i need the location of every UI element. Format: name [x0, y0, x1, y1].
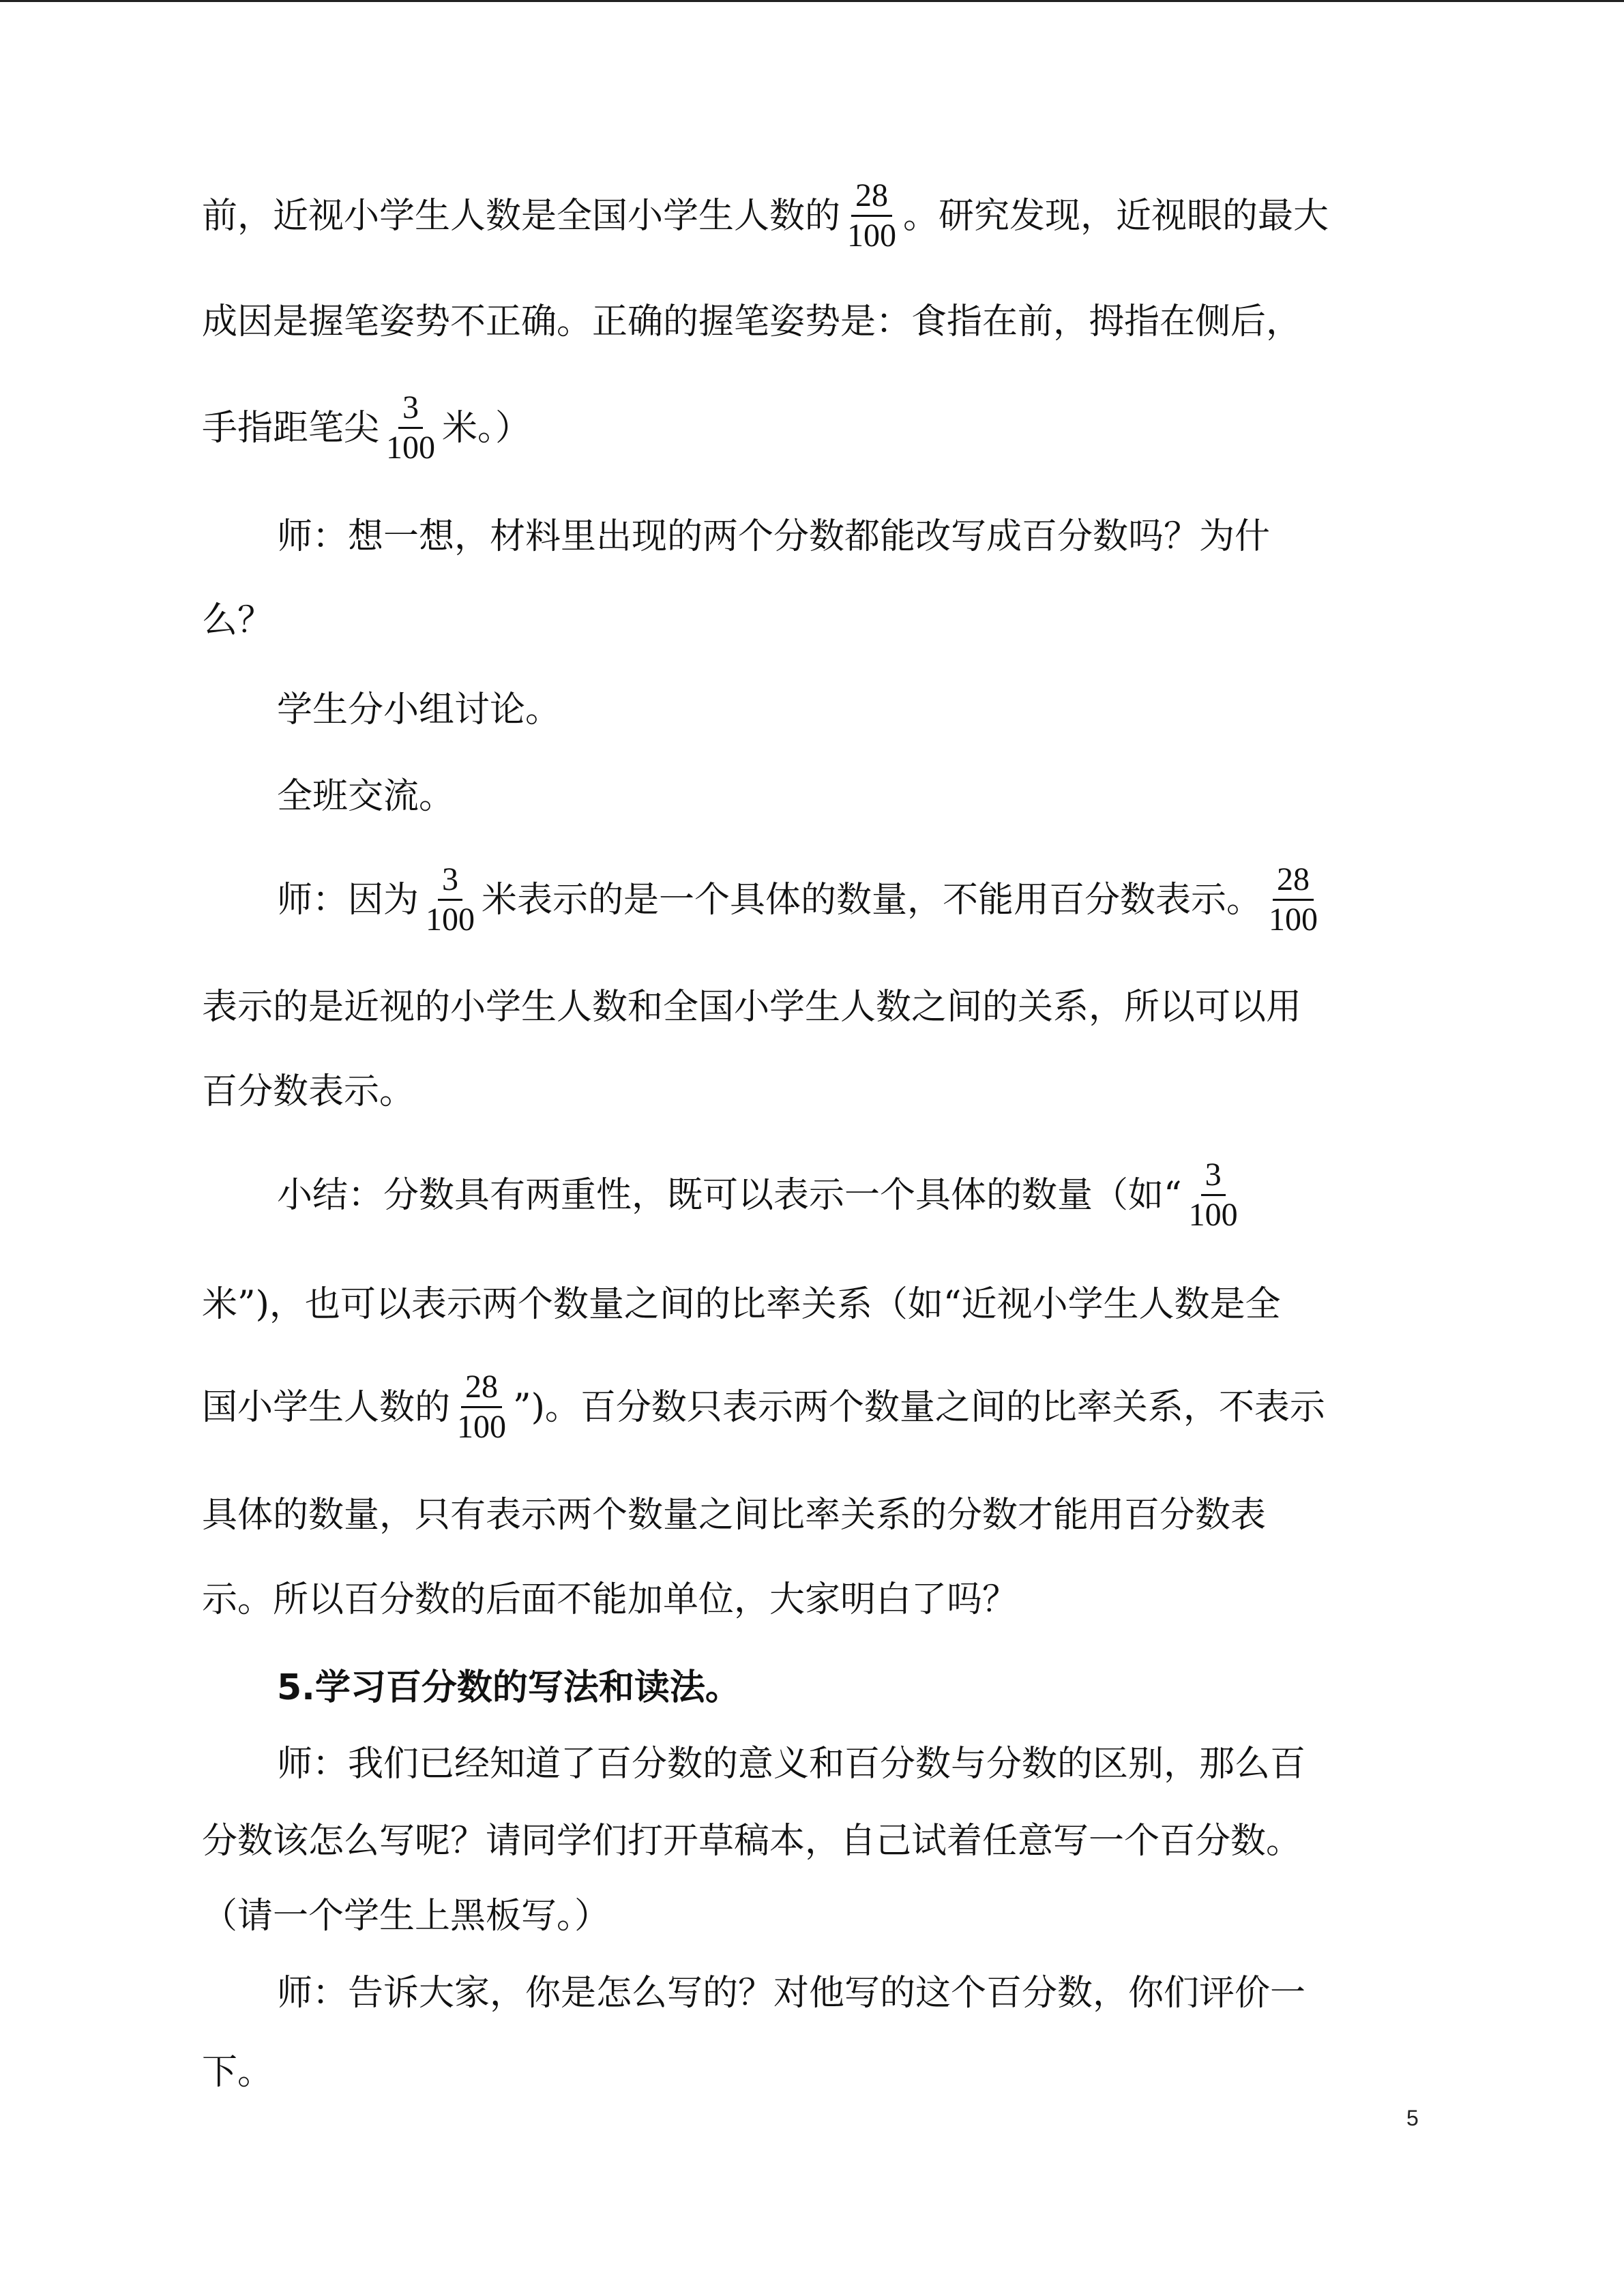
text-segment: 。研究发现，近视眼的最大: [903, 195, 1329, 237]
text-line: 下。: [202, 2052, 274, 2093]
section-heading: 5.学习百分数的写法和读法。: [277, 1667, 741, 1708]
text-line: [202, 1368, 1325, 1446]
fraction-numerator: 3: [398, 389, 423, 429]
fraction-numerator: 3: [438, 861, 462, 901]
text-line: 全班交流。: [277, 776, 455, 817]
text-line: 么？: [202, 600, 274, 641]
fraction: [453, 1368, 510, 1446]
text-line: [202, 389, 531, 467]
page-number: 5: [1406, 2106, 1419, 2130]
text-line: 师：我们已经知道了百分数的意义和百分数与分数的区别，那么百: [277, 1744, 1306, 1785]
fraction-numerator: 28: [851, 177, 892, 217]
text-line: 示。所以百分数的后面不能加单位，大家明白了吗？: [202, 1579, 1018, 1620]
text-line: （请一个学生上黑板写。）: [202, 1896, 610, 1937]
fraction-denominator: 100: [426, 901, 475, 938]
fraction-denominator: 100: [1269, 901, 1318, 938]
fraction: [422, 861, 479, 939]
text-line: 米”)，也可以表示两个数量之间的比率关系（如“近视小学生人数是全: [202, 1284, 1281, 1325]
text-segment: ”)。百分数只表示两个数量之间的比率关系，不表示: [513, 1386, 1325, 1428]
text-line: 学生分小组讨论。: [277, 689, 561, 730]
fraction-denominator: 100: [1188, 1197, 1238, 1233]
text-segment: 米表示的是一个具体的数量，不能用百分数表示。: [482, 879, 1263, 921]
text-line: 表示的是近视的小学生人数和全国小学生人数之间的关系，所以可以用: [202, 987, 1302, 1028]
text-line: [277, 861, 1325, 939]
fraction: [843, 177, 900, 255]
text-line: 成因是握笔姿势不正确。正确的握笔姿势是：食指在前，拇指在侧后，: [202, 301, 1302, 342]
fraction-denominator: 100: [457, 1409, 507, 1445]
fraction-denominator: 100: [386, 430, 436, 466]
fraction: [1185, 1156, 1242, 1234]
fraction: [382, 389, 439, 467]
text-segment: 米。）: [442, 407, 531, 449]
fraction-denominator: 100: [847, 218, 897, 254]
fraction-numerator: 3: [1201, 1156, 1226, 1196]
text-line: 分数该怎么写呢？请同学们打开草稿本，自己试着任意写一个百分数。: [202, 1821, 1302, 1862]
top-border: [0, 0, 1624, 2]
text-line: 师：告诉大家，你是怎么写的？对他写的这个百分数，你们评价一: [277, 1973, 1306, 2014]
fraction-numerator: 28: [461, 1368, 502, 1408]
text-line: 具体的数量，只有表示两个数量之间比率关系的分数才能用百分数表: [202, 1495, 1267, 1536]
text-line: [277, 1156, 1245, 1234]
text-line: 百分数表示。: [202, 1071, 415, 1112]
fraction: [1265, 861, 1322, 939]
text-line: 师：想一想，材料里出现的两个分数都能改写成百分数吗？为什: [277, 516, 1271, 557]
text-line: [202, 177, 1329, 255]
text-segment: 手指距笔尖: [202, 407, 380, 449]
text-segment: 师：因为: [277, 879, 419, 921]
text-segment: 前，近视小学生人数是全国小学生人数的: [202, 195, 841, 237]
text-segment: 小结：分数具有两重性，既可以表示一个具体的数量（如“: [277, 1174, 1182, 1216]
text-segment: 国小学生人数的: [202, 1386, 451, 1428]
fraction-numerator: 28: [1273, 861, 1314, 901]
